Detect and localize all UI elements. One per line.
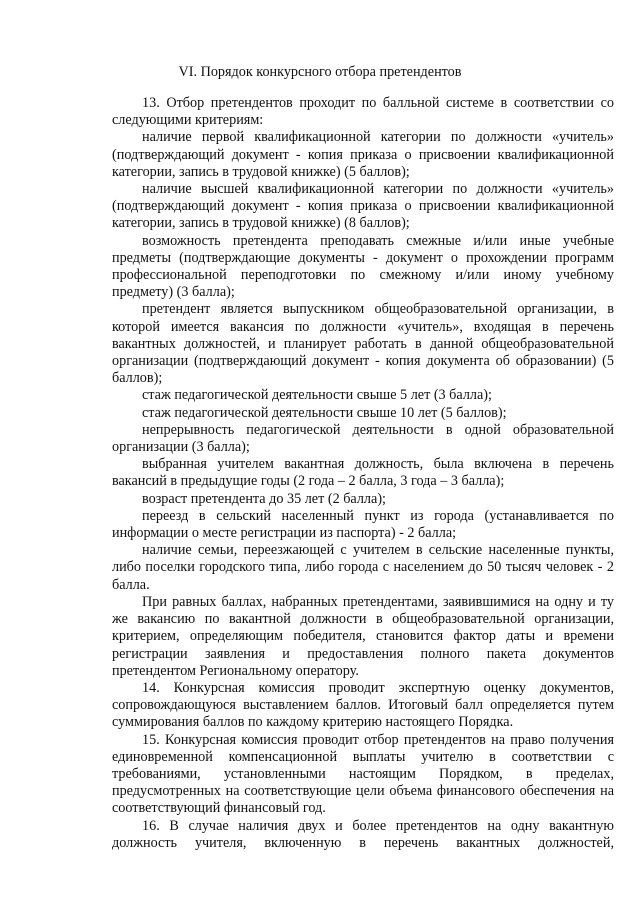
paragraph-16: 16. В случае наличия двух и более претендентов на одну вакантную должность учителя, включенную в перечень вакантных должностей, (112, 817, 614, 851)
criterion-highest-category: наличие высшей квалификационной категории по должности «учитель» (подтверждающий документ - копия приказа о присвоении квалификационной категории, запись в трудовой книжке) (8 баллов); (112, 181, 614, 232)
paragraph-13-intro: 13. Отбор претендентов проходит по балльной системе в соответствии со следующими критериям: (112, 95, 614, 129)
criterion-vacancy-history: выбранная учителем вакантная должность, была включена в перечень вакансий в предыдущие годы (2 года – 2 балла, 3 года – 3 балла); (112, 456, 614, 490)
criterion-family: наличие семьи, переезжающей с учителем в сельские населенные пункты, либо поселки городского типа, либо города с населением до 50 тысяч человек - 2 балла. (112, 542, 614, 593)
paragraph-15: 15. Конкурсная комиссия проводит отбор претендентов на право получения единовременной компенсационной выплаты учителю в соответствии с требованиями, установленными настоящим Порядком, в пределах, предусмотренных на соответствующие цели объема финансового обеспечения на соответствующий финансовый год. (112, 731, 614, 817)
criterion-first-category: наличие первой квалификационной категории по должности «учитель» (подтверждающий документ - копия приказа о присвоении квалификационной категории, запись в трудовой книжке) (5 баллов); (112, 129, 614, 180)
paragraph-14: 14. Конкурсная комиссия проводит экспертную оценку документов, сопровождающуюся выставлением баллов. Итоговый балл определяется путем суммирования баллов по каждому критерию настоящего Порядка. (112, 679, 614, 731)
document-body (112, 95, 614, 852)
criterion-relocation: переезд в сельский населенный пункт из города (устанавливается по информации о месте регистрации из паспорта) - 2 балла; (112, 507, 614, 542)
criterion-experience-10: стаж педагогической деятельности свыше 10 лет (5 баллов); (142, 404, 507, 421)
section-heading: VI. Порядок конкурсного отбора претендентов (178, 64, 462, 80)
paragraph-equal-scores: При равных баллах, набранных претендентами, заявившимися на одну и ту же вакансию по вакантной должности в общеобразовательной организации, критерием, определяющим победителя, становится фактор даты и времени регистрации заявления и предоставления полного пакета документов претендентом Региональному оператору. (112, 593, 614, 679)
criterion-graduate: претендент является выпускником общеобразовательной организации, в которой имеется вакансия по должности «учитель», входящая в перечень вакантных должностей, и планирует работать в данной общеобразовательной организации (подтверждающий документ - копия документа об образовании) (5 баллов); (112, 301, 614, 387)
criterion-experience-5: стаж педагогической деятельности свыше 5 лет (3 балла); (142, 387, 492, 404)
criterion-related-subjects: возможность претендента преподавать смежные и/или иные учебные предметы (подтверждающие документы - документ о прохождении программ профессиональной переподготовки по смежному и/или иному учебному предмету) (3 балла); (112, 232, 614, 301)
criterion-age: возраст претендента до 35 лет (2 балла); (142, 490, 386, 507)
criterion-continuity: непрерывность педагогической деятельности в одной образовательной организации (3 балла); (112, 421, 614, 456)
